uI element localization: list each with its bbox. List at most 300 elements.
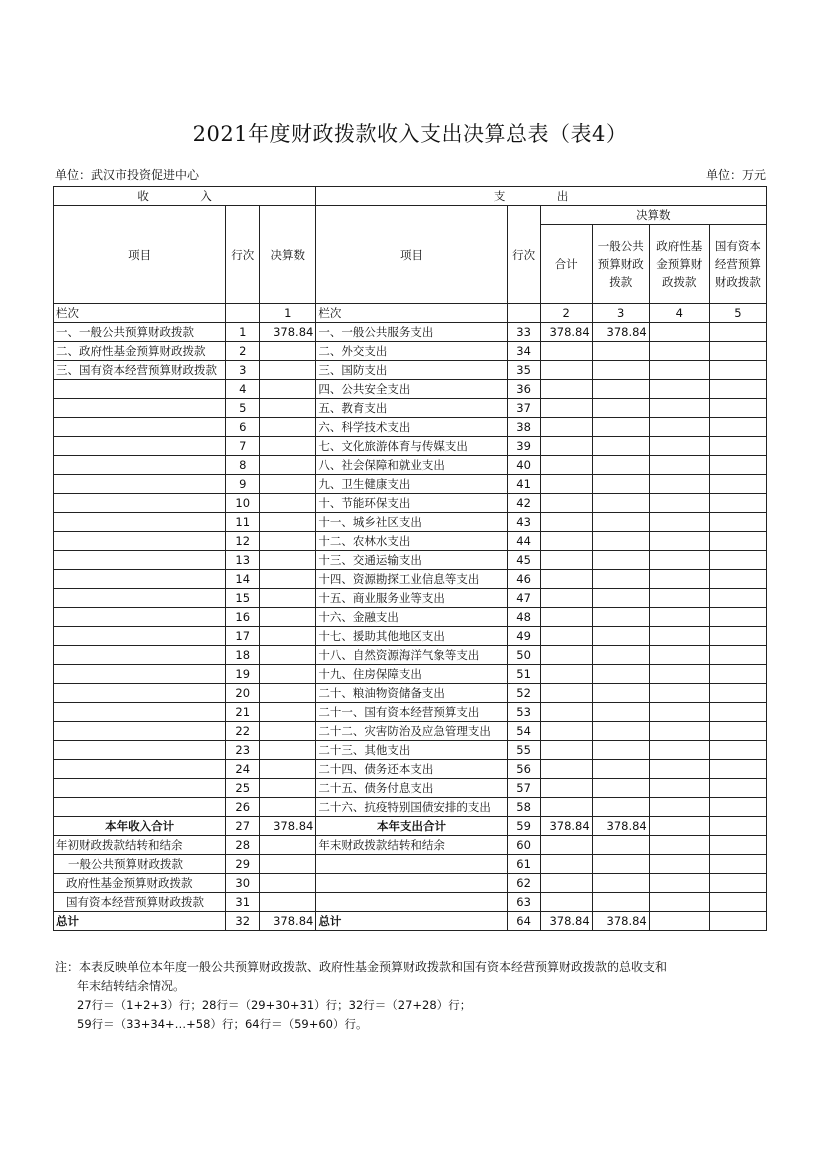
expense-item: 九、卫生健康支出 (316, 475, 507, 494)
expense-gov-fund (649, 532, 709, 551)
expense-soe-capital (709, 323, 766, 342)
expense-total (540, 399, 592, 418)
expense-item (316, 893, 507, 912)
expense-total (540, 646, 592, 665)
income-amount: 378.84 (260, 912, 316, 931)
expense-soe-capital (709, 665, 766, 684)
income-amount (260, 627, 316, 646)
expense-soe-capital (709, 627, 766, 646)
expense-soe-capital (709, 741, 766, 760)
expense-line-no: 36 (507, 380, 540, 399)
table-row (54, 608, 767, 627)
expense-total (540, 513, 592, 532)
income-amount (260, 551, 316, 570)
expense-soe-capital (709, 570, 766, 589)
expense-soe-capital (709, 817, 766, 836)
expense-gov-fund (649, 513, 709, 532)
expense-item: 二十三、其他支出 (316, 741, 507, 760)
budget-summary-table (53, 186, 767, 931)
expense-gov-fund (649, 817, 709, 836)
expense-gov-fund (649, 836, 709, 855)
income-line-no: 11 (226, 513, 260, 532)
expense-soe-capital (709, 475, 766, 494)
income-amount (260, 513, 316, 532)
expense-item: 五、教育支出 (316, 399, 507, 418)
income-amount (260, 779, 316, 798)
expense-line-no: 50 (507, 646, 540, 665)
expense-total (540, 760, 592, 779)
expense-gov-fund (649, 380, 709, 399)
income-amount (260, 589, 316, 608)
income-amount (260, 380, 316, 399)
income-item (54, 456, 226, 475)
table-row (54, 912, 767, 931)
expense-item: 三、国防支出 (316, 361, 507, 380)
income-amount (260, 532, 316, 551)
expense-gov-fund (649, 608, 709, 627)
expense-general-budget (592, 665, 649, 684)
general-budget-header: 一般公共预算财政拨款 (592, 225, 649, 304)
expense-gov-fund (649, 437, 709, 456)
table-row (54, 342, 767, 361)
expense-general-budget (592, 798, 649, 817)
expense-total (540, 874, 592, 893)
income-amount (260, 836, 316, 855)
expense-gov-fund (649, 703, 709, 722)
expense-item (316, 874, 507, 893)
expense-line-no: 63 (507, 893, 540, 912)
income-line-no: 22 (226, 722, 260, 741)
expense-general-budget (592, 551, 649, 570)
income-line-no: 3 (226, 361, 260, 380)
expense-gov-fund (649, 665, 709, 684)
income-item (54, 665, 226, 684)
table-row (54, 456, 767, 475)
expense-general-budget (592, 456, 649, 475)
income-line-no: 12 (226, 532, 260, 551)
expense-general-budget (592, 836, 649, 855)
expense-gov-fund (649, 798, 709, 817)
expense-total (540, 703, 592, 722)
expense-gov-fund (649, 399, 709, 418)
expense-line-no: 35 (507, 361, 540, 380)
expense-line-no: 39 (507, 437, 540, 456)
income-line-no: 14 (226, 570, 260, 589)
income-line-no: 16 (226, 608, 260, 627)
final-amount-header: 决算数 (540, 206, 766, 225)
expense-soe-capital (709, 532, 766, 551)
income-amount (260, 893, 316, 912)
expense-general-budget: 378.84 (592, 323, 649, 342)
table-row (54, 475, 767, 494)
income-amount (260, 684, 316, 703)
expense-total: 378.84 (540, 912, 592, 931)
income-amount (260, 646, 316, 665)
note-line: 注：本表反映单位本年度一般公共预算财政拨款、政府性基金预算财政拨款和国有资本经营预算财政拨款的总收支和 (55, 960, 668, 974)
income-amount (260, 741, 316, 760)
expense-line-no: 57 (507, 779, 540, 798)
expense-item: 十八、自然资源海洋气象等支出 (316, 646, 507, 665)
expense-gov-fund (649, 684, 709, 703)
income-line-no: 18 (226, 646, 260, 665)
expense-general-budget (592, 874, 649, 893)
expense-soe-capital (709, 912, 766, 931)
formula-line: 27行＝（1+2+3）行；28行＝（29+30+31）行；32行＝（27+28）行； (77, 998, 472, 1012)
income-item: 年初财政拨款结转和结余 (54, 836, 226, 855)
expense-item: 一、一般公共服务支出 (316, 323, 507, 342)
income-line-no: 2 (226, 342, 260, 361)
expense-total (540, 741, 592, 760)
income-amount (260, 608, 316, 627)
expense-gov-fund (649, 893, 709, 912)
expense-gov-fund (649, 722, 709, 741)
expense-line-no: 54 (507, 722, 540, 741)
expense-gov-fund (649, 912, 709, 931)
expense-total (540, 494, 592, 513)
expense-item: 二十二、灾害防治及应急管理支出 (316, 722, 507, 741)
expense-total (540, 361, 592, 380)
income-line-no: 1 (226, 323, 260, 342)
expense-line-no: 47 (507, 589, 540, 608)
column-index-1: 1 (260, 304, 316, 323)
expense-general-budget (592, 646, 649, 665)
expense-line-no: 41 (507, 475, 540, 494)
expense-general-budget (592, 361, 649, 380)
expense-line-no: 40 (507, 456, 540, 475)
income-amount: 378.84 (260, 323, 316, 342)
column-index-5: 5 (709, 304, 766, 323)
expense-general-budget: 378.84 (592, 912, 649, 931)
income-line-no: 24 (226, 760, 260, 779)
expense-general-budget (592, 741, 649, 760)
income-item (54, 798, 226, 817)
column-index-label: 栏次 (316, 304, 507, 323)
table-row (54, 646, 767, 665)
expense-line-no: 60 (507, 836, 540, 855)
expense-line-no: 43 (507, 513, 540, 532)
expense-general-budget (592, 418, 649, 437)
expense-item: 本年支出合计 (316, 817, 507, 836)
expense-gov-fund (649, 551, 709, 570)
income-item (54, 494, 226, 513)
expense-soe-capital (709, 456, 766, 475)
total-header: 合计 (540, 225, 592, 304)
expense-gov-fund (649, 361, 709, 380)
income-item (54, 532, 226, 551)
expense-item: 六、科学技术支出 (316, 418, 507, 437)
expense-item: 二十六、抗疫特别国债安排的支出 (316, 798, 507, 817)
income-line-no: 4 (226, 380, 260, 399)
expense-soe-capital (709, 513, 766, 532)
column-index-4: 4 (649, 304, 709, 323)
expense-soe-capital (709, 380, 766, 399)
income-line-no: 17 (226, 627, 260, 646)
expense-general-budget (592, 779, 649, 798)
income-line-no: 21 (226, 703, 260, 722)
column-index-2: 2 (540, 304, 592, 323)
income-amount (260, 874, 316, 893)
expense-general-budget (592, 399, 649, 418)
income-amount (260, 722, 316, 741)
expense-soe-capital (709, 494, 766, 513)
expense-total (540, 589, 592, 608)
column-index-label: 栏次 (54, 304, 226, 323)
expense-line-no: 52 (507, 684, 540, 703)
expense-general-budget (592, 494, 649, 513)
income-line-no: 6 (226, 418, 260, 437)
income-item: 一般公共预算财政拨款 (54, 855, 226, 874)
income-amount (260, 665, 316, 684)
expense-item: 八、社会保障和就业支出 (316, 456, 507, 475)
formula-line: 59行＝（33+34+…+58）行；64行＝（59+60）行。 (77, 1017, 368, 1031)
income-line-no: 30 (226, 874, 260, 893)
expense-item: 总计 (316, 912, 507, 931)
expense-item: 十二、农林水支出 (316, 532, 507, 551)
left-item-header: 项目 (54, 206, 226, 304)
expense-total (540, 779, 592, 798)
expense-line-no: 44 (507, 532, 540, 551)
income-line-no: 26 (226, 798, 260, 817)
expense-total: 378.84 (540, 817, 592, 836)
expense-line-no: 55 (507, 741, 540, 760)
expense-total (540, 342, 592, 361)
table-row (54, 798, 767, 817)
expense-total (540, 551, 592, 570)
income-amount (260, 437, 316, 456)
income-item (54, 437, 226, 456)
expense-line-no: 48 (507, 608, 540, 627)
table-row (54, 836, 767, 855)
expense-soe-capital (709, 779, 766, 798)
income-line-no: 27 (226, 817, 260, 836)
page-title: 2021年度财政拨款收入支出决算总表（表4） (192, 122, 628, 146)
income-item (54, 380, 226, 399)
expense-soe-capital (709, 608, 766, 627)
income-item (54, 741, 226, 760)
income-amount (260, 760, 316, 779)
income-amount (260, 399, 316, 418)
expense-line-no: 37 (507, 399, 540, 418)
expense-soe-capital (709, 855, 766, 874)
income-amount (260, 418, 316, 437)
expense-gov-fund (649, 646, 709, 665)
expense-item (316, 855, 507, 874)
expense-general-budget (592, 893, 649, 912)
income-item (54, 551, 226, 570)
expense-general-budget (592, 380, 649, 399)
expense-line-no: 51 (507, 665, 540, 684)
expense-item: 二十五、债务付息支出 (316, 779, 507, 798)
table-row (54, 589, 767, 608)
expense-item: 四、公共安全支出 (316, 380, 507, 399)
expense-gov-fund (649, 741, 709, 760)
expense-total (540, 456, 592, 475)
right-line-header: 行次 (507, 206, 540, 304)
income-line-no: 29 (226, 855, 260, 874)
income-amount (260, 342, 316, 361)
table-row (54, 760, 767, 779)
income-item (54, 608, 226, 627)
expense-gov-fund (649, 627, 709, 646)
expense-line-no: 33 (507, 323, 540, 342)
expense-total (540, 665, 592, 684)
currency-unit-label: 单位：万元 (705, 168, 766, 182)
income-line-no: 28 (226, 836, 260, 855)
expense-soe-capital (709, 551, 766, 570)
expense-general-budget (592, 760, 649, 779)
table-row (54, 494, 767, 513)
expense-gov-fund (649, 874, 709, 893)
expense-total (540, 437, 592, 456)
expense-item: 二十一、国有资本经营预算支出 (316, 703, 507, 722)
expense-item: 二、外交支出 (316, 342, 507, 361)
income-item (54, 589, 226, 608)
expense-total (540, 893, 592, 912)
income-line-no: 8 (226, 456, 260, 475)
table-row (54, 570, 767, 589)
expense-total (540, 722, 592, 741)
expense-line-no: 64 (507, 912, 540, 931)
expense-gov-fund (649, 760, 709, 779)
income-line-no: 25 (226, 779, 260, 798)
expense-line-no: 49 (507, 627, 540, 646)
expense-item: 十九、住房保障支出 (316, 665, 507, 684)
income-item (54, 513, 226, 532)
expense-soe-capital (709, 703, 766, 722)
expense-gov-fund (649, 456, 709, 475)
expense-item: 十一、城乡社区支出 (316, 513, 507, 532)
income-item: 本年收入合计 (54, 817, 226, 836)
income-line-no: 9 (226, 475, 260, 494)
expense-item: 年末财政拨款结转和结余 (316, 836, 507, 855)
expense-soe-capital (709, 798, 766, 817)
footnote (55, 958, 770, 1034)
expense-soe-capital (709, 722, 766, 741)
income-amount (260, 798, 316, 817)
income-amount: 378.84 (260, 817, 316, 836)
income-line-no: 13 (226, 551, 260, 570)
expense-total (540, 836, 592, 855)
table-row (54, 874, 767, 893)
table-row (54, 665, 767, 684)
expense-soe-capital (709, 684, 766, 703)
expense-gov-fund (649, 475, 709, 494)
income-amount (260, 456, 316, 475)
income-item (54, 760, 226, 779)
expense-item: 二十、粮油物资储备支出 (316, 684, 507, 703)
expense-line-no: 62 (507, 874, 540, 893)
expense-item: 十三、交通运输支出 (316, 551, 507, 570)
expense-line-no: 34 (507, 342, 540, 361)
expense-gov-fund (649, 779, 709, 798)
expense-general-budget (592, 627, 649, 646)
expense-soe-capital (709, 589, 766, 608)
expense-item: 十五、商业服务业等支出 (316, 589, 507, 608)
income-item: 二、政府性基金预算财政拨款 (54, 342, 226, 361)
left-line-header: 行次 (226, 206, 260, 304)
expense-gov-fund (649, 342, 709, 361)
expense-general-budget (592, 684, 649, 703)
expense-item: 十、节能环保支出 (316, 494, 507, 513)
expense-total (540, 608, 592, 627)
table-row (54, 399, 767, 418)
income-item: 总计 (54, 912, 226, 931)
table-row (54, 323, 767, 342)
income-item (54, 646, 226, 665)
column-index-3: 3 (592, 304, 649, 323)
income-item (54, 418, 226, 437)
income-item (54, 684, 226, 703)
table-row (54, 513, 767, 532)
income-item: 一、一般公共预算财政拨款 (54, 323, 226, 342)
income-line-no: 32 (226, 912, 260, 931)
income-item (54, 627, 226, 646)
income-item: 国有资本经营预算财政拨款 (54, 893, 226, 912)
income-line-no: 23 (226, 741, 260, 760)
expense-soe-capital (709, 893, 766, 912)
expense-general-budget (592, 703, 649, 722)
expense-general-budget (592, 342, 649, 361)
income-header: 收 入 (54, 187, 316, 206)
unit-label: 单位：武汉市投资促进中心 (55, 168, 200, 182)
income-line-no: 5 (226, 399, 260, 418)
expense-gov-fund (649, 589, 709, 608)
note-line: 年末结转结余情况。 (77, 979, 186, 993)
expense-total (540, 855, 592, 874)
expense-line-no: 59 (507, 817, 540, 836)
expense-total (540, 570, 592, 589)
expense-general-budget (592, 608, 649, 627)
income-amount (260, 494, 316, 513)
table-row (54, 380, 767, 399)
expense-line-no: 58 (507, 798, 540, 817)
expense-total (540, 627, 592, 646)
table-row (54, 893, 767, 912)
table-row (54, 855, 767, 874)
income-line-no: 19 (226, 665, 260, 684)
income-item: 政府性基金预算财政拨款 (54, 874, 226, 893)
income-line-no: 31 (226, 893, 260, 912)
expense-line-no: 45 (507, 551, 540, 570)
income-item (54, 475, 226, 494)
expense-general-budget (592, 722, 649, 741)
expense-gov-fund (649, 418, 709, 437)
expense-line-no: 61 (507, 855, 540, 874)
expense-total (540, 798, 592, 817)
table-row (54, 418, 767, 437)
table-row (54, 703, 767, 722)
expense-general-budget (592, 589, 649, 608)
expense-item: 二十四、债务还本支出 (316, 760, 507, 779)
expense-soe-capital (709, 437, 766, 456)
expense-general-budget (592, 532, 649, 551)
left-amount-header: 决算数 (260, 206, 316, 304)
expense-soe-capital (709, 399, 766, 418)
expense-soe-capital (709, 836, 766, 855)
expense-general-budget (592, 570, 649, 589)
income-amount (260, 361, 316, 380)
expense-line-no: 46 (507, 570, 540, 589)
right-item-header: 项目 (316, 206, 507, 304)
expense-soe-capital (709, 342, 766, 361)
expense-general-budget (592, 513, 649, 532)
income-line-no: 10 (226, 494, 260, 513)
expense-total (540, 380, 592, 399)
table-row (54, 817, 767, 836)
income-line-no: 7 (226, 437, 260, 456)
expense-soe-capital (709, 646, 766, 665)
expense-item: 七、文化旅游体育与传媒支出 (316, 437, 507, 456)
